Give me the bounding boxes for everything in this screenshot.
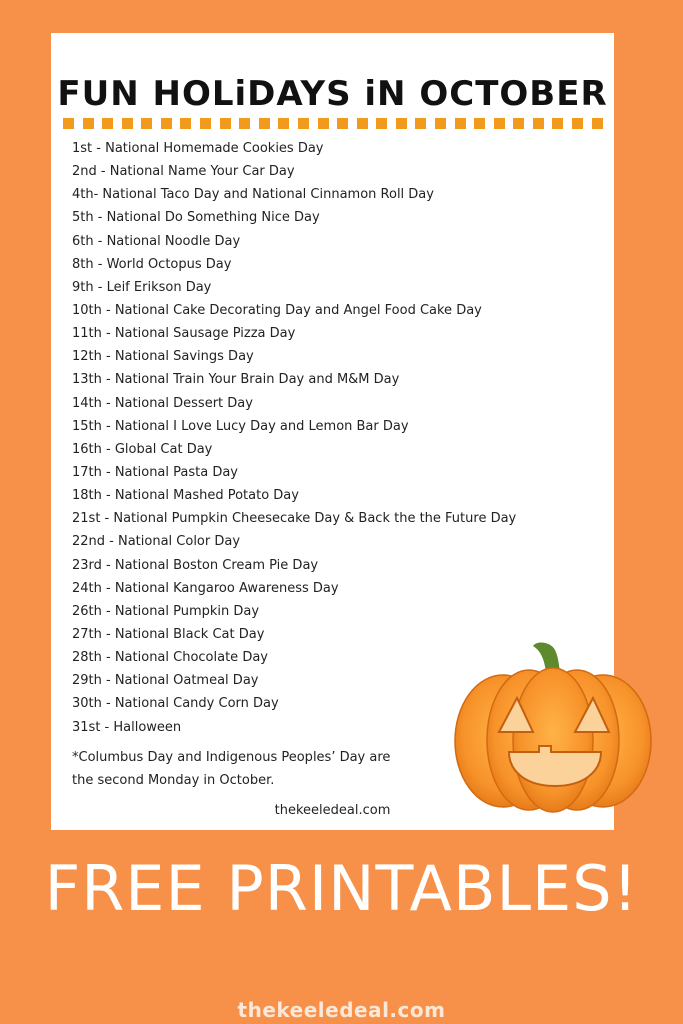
footnote-line-2: the second Monday in October. bbox=[72, 773, 275, 788]
list-item: 14th - National Dessert Day bbox=[72, 395, 253, 411]
list-item: 8th - World Octopus Day bbox=[72, 256, 232, 272]
page-title: FUN HOLiDAYS iN OCTOBER bbox=[57, 74, 608, 114]
list-item: 21st - National Pumpkin Cheesecake Day & Back the the Future Day bbox=[72, 511, 517, 527]
list-item: 10th - National Cake Decorating Day and Angel Food Cake Day bbox=[72, 302, 482, 318]
footnote-line-1: *Columbus Day and Indigenous Peoples’ Day are bbox=[72, 750, 391, 765]
list-item: 27th - National Black Cat Day bbox=[72, 626, 265, 642]
list-item: 11th - National Sausage Pizza Day bbox=[72, 326, 296, 342]
list-item: 5th - National Do Something Nice Day bbox=[72, 210, 320, 226]
list-item: 4th- National Taco Day and National Cinnamon Roll Day bbox=[72, 187, 434, 203]
list-item: 29th - National Oatmeal Day bbox=[72, 673, 259, 689]
list-item: 12th - National Savings Day bbox=[72, 349, 254, 365]
list-item: 1st - National Homemade Cookies Day bbox=[72, 141, 324, 156]
list-item: 17th - National Pasta Day bbox=[72, 464, 238, 480]
printable-card bbox=[51, 33, 614, 830]
list-item: 6th - National Noodle Day bbox=[72, 233, 241, 249]
list-item: 13th - National Train Your Brain Day and M&M Day bbox=[72, 372, 400, 388]
dashed-divider bbox=[63, 117, 603, 129]
list-item: 23rd - National Boston Cream Pie Day bbox=[72, 557, 319, 573]
list-item: 22nd - National Color Day bbox=[72, 534, 241, 550]
pumpkin-icon bbox=[451, 636, 655, 816]
free-printables-banner: FREE PRINTABLES! bbox=[44, 852, 639, 925]
list-item: 28th - National Chocolate Day bbox=[72, 650, 268, 666]
list-item: 15th - National I Love Lucy Day and Lemon Bar Day bbox=[72, 418, 409, 434]
list-item: 26th - National Pumpkin Day bbox=[72, 603, 260, 619]
list-item: 30th - National Candy Corn Day bbox=[72, 696, 279, 712]
card-site-credit: thekeeledeal.com bbox=[274, 803, 391, 818]
list-item: 24th - National Kangaroo Awareness Day bbox=[72, 580, 339, 596]
list-item: 18th - National Mashed Potato Day bbox=[72, 488, 299, 504]
list-item: 2nd - National Name Your Car Day bbox=[72, 164, 295, 180]
footnote bbox=[72, 746, 432, 792]
list-item: 9th - Leif Erikson Day bbox=[72, 279, 212, 295]
footer-site-link[interactable]: thekeeledeal.com bbox=[237, 998, 446, 1022]
list-item: 16th - Global Cat Day bbox=[72, 441, 213, 457]
list-item: 31st - Halloween bbox=[72, 719, 182, 735]
